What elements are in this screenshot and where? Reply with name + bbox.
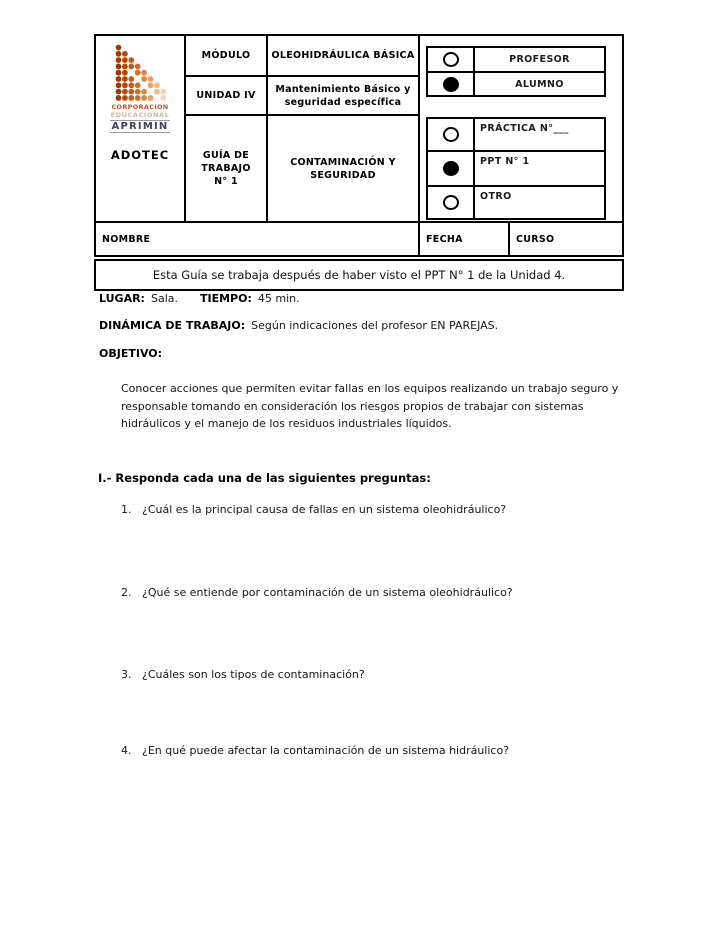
lugar-tiempo-line xyxy=(99,292,300,305)
question-number: 2. xyxy=(121,586,132,599)
dinamica-value: Según indicaciones del profesor EN PAREJAS. xyxy=(251,319,499,332)
header-table xyxy=(94,34,624,257)
objetivo-paragraph: Conocer acciones que permiten evitar fallas en los equipos realizando un trabajo seguro y responsable tomando en consideración los riesgos propios de trabajar con sistemas hidráulicos y el manejo de los residuos industriales líquidos. xyxy=(121,382,619,430)
question-3 xyxy=(121,668,624,681)
otro-checkmark-cell xyxy=(428,187,473,218)
modulo-value: OLEOHIDRÁULICA BÁSICA xyxy=(271,50,415,61)
dinamica-line xyxy=(99,319,498,332)
material-row-practica xyxy=(428,119,604,150)
ppt-check-circle xyxy=(443,161,459,176)
audience-row-profesor xyxy=(428,48,604,71)
lugar-value: Sala. xyxy=(150,292,178,305)
audience-row-alumno xyxy=(428,73,604,95)
otro-label: OTRO xyxy=(480,191,512,202)
question-4 xyxy=(121,744,624,757)
guia-label: GUÍA DE TRABAJO N° 1 xyxy=(201,150,251,187)
practica-label: PRÁCTICA N°___ xyxy=(480,123,569,134)
ppt-checkmark-cell xyxy=(428,152,473,185)
logo-text-adotec: ADOTEC xyxy=(110,148,170,162)
tiempo-label: TIEMPO: xyxy=(200,292,252,305)
material-row-ppt xyxy=(428,152,604,185)
objetivo-line xyxy=(99,347,162,360)
logo-cell xyxy=(96,36,184,221)
section-title: I.- Responda cada una de las siguientes preguntas: xyxy=(98,471,431,485)
alumno-check-circle xyxy=(443,77,459,92)
audience-box xyxy=(426,46,606,97)
lugar-label: LUGAR: xyxy=(99,292,145,305)
alumno-checkmark-cell xyxy=(428,73,473,95)
notice-strip: Esta Guía se trabaja después de haber visto el PPT N° 1 de la Unidad 4. xyxy=(94,259,624,291)
question-number: 1. xyxy=(121,503,132,516)
profesor-label: PROFESOR xyxy=(509,54,570,65)
profesor-checkmark-cell xyxy=(428,48,473,71)
unidad-value: Mantenimiento Básico y seguridad específica xyxy=(275,83,411,108)
question-number: 4. xyxy=(121,744,132,757)
ppt-label: PPT N° 1 xyxy=(480,156,530,167)
question-2 xyxy=(121,586,624,599)
material-row-otro xyxy=(428,187,604,218)
question-1 xyxy=(121,503,624,516)
question-text: ¿Qué se entiende por contaminación de un sistema oleohidráulico? xyxy=(142,586,513,599)
modulo-label: MÓDULO xyxy=(201,50,251,61)
nombre-field-label: NOMBRE xyxy=(102,233,151,245)
profesor-check-circle xyxy=(443,52,459,67)
otro-check-circle xyxy=(443,195,459,210)
fecha-field-label: FECHA xyxy=(426,233,463,245)
practica-checkmark-cell xyxy=(428,119,473,150)
practica-check-circle xyxy=(443,127,459,142)
material-box xyxy=(426,117,606,220)
logo-text-corporacion: CORPORACION xyxy=(111,103,169,111)
unidad-label: UNIDAD IV xyxy=(196,90,256,101)
question-number: 3. xyxy=(121,668,132,681)
curso-field-label: CURSO xyxy=(516,233,555,245)
alumno-label: ALUMNO xyxy=(515,78,564,90)
tiempo-value: 45 min. xyxy=(257,292,300,305)
question-text: ¿En qué puede afectar la contaminación de un sistema hidráulico? xyxy=(142,744,510,757)
dinamica-label: DINÁMICA DE TRABAJO: xyxy=(99,319,246,332)
logo-text-aprimin: APRIMIN xyxy=(111,121,169,132)
logo-text-educacional: EDUCACIONAL xyxy=(110,111,170,119)
question-text: ¿Cuáles son los tipos de contaminación? xyxy=(142,668,365,681)
guia-value: CONTAMINACIÓN Y SEGURIDAD xyxy=(290,156,396,181)
question-text: ¿Cuál es la principal causa de fallas en un sistema oleohidráulico? xyxy=(142,503,507,516)
aprimin-logo-dots xyxy=(114,43,167,101)
objetivo-label: OBJETIVO: xyxy=(99,347,163,360)
